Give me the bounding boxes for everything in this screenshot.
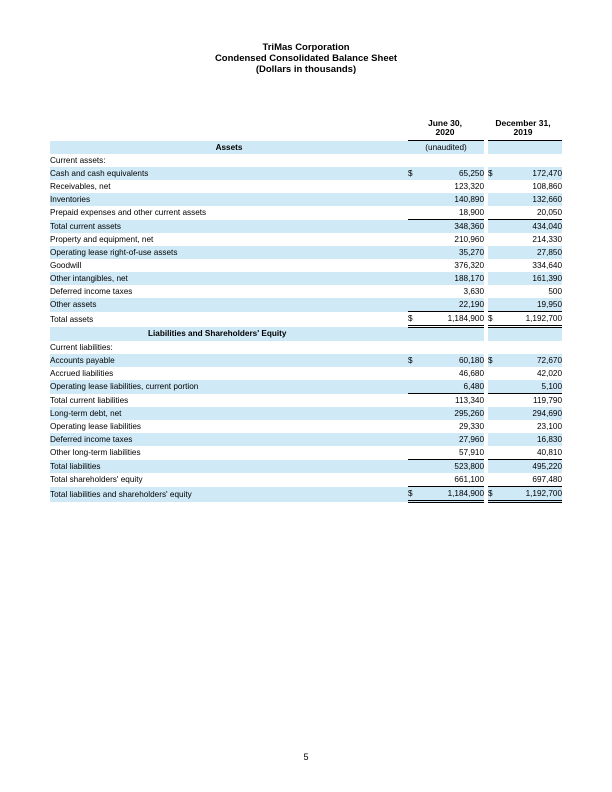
table-row [50,327,562,342]
company-name: TriMas Corporation [262,42,350,53]
liabilities-heading: Liabilities and Shareholders' Equity [50,327,408,342]
value-2019: 294,690 [502,407,562,420]
value-2019: 19,950 [502,298,562,312]
section-label: Current assets: [50,156,106,165]
table-row [50,487,562,502]
table-row [50,394,562,408]
value-2019: 1,192,700 [502,312,562,327]
table-row [50,206,562,220]
row-label: Total current assets [50,220,408,234]
value-2020: 46,680 [458,369,485,378]
statement-subtitle: (Dollars in thousands) [255,64,357,75]
table-row [50,246,562,259]
value-2020: 22,190 [422,298,484,312]
value-2020: 140,890 [422,193,484,206]
value-2019: 23,100 [536,422,563,431]
value-2019: 495,220 [502,460,562,474]
value-2019: 108,860 [532,182,563,191]
value-2019: 334,640 [532,261,563,270]
value-2020: 65,250 [422,167,484,180]
value-2020: 348,360 [422,220,484,234]
value-2019: 16,830 [502,433,562,446]
table-row [50,259,562,272]
value-2019: 72,670 [502,354,562,367]
col2-header: December 31, 2019 [495,118,551,137]
value-2019: 27,850 [502,246,562,259]
table-row [50,180,562,193]
value-2020: 35,270 [422,246,484,259]
row-label: Other intangibles, net [50,272,408,285]
value-2019: 1,192,700 [502,487,562,502]
value-2019: 20,050 [536,208,563,217]
table-row [50,312,562,327]
row-label: Accounts payable [50,354,408,367]
row-label: Long-term debt, net [50,407,408,420]
balance-sheet-table [50,140,562,503]
section-label: Current liabilities: [50,343,113,352]
value-2019: 434,040 [502,220,562,234]
row-label: Total shareholders' equity [50,475,143,485]
table-row [50,233,562,246]
value-2019: 697,480 [532,475,563,484]
row-label: Operating lease liabilities, current portion [50,380,408,394]
value-2020: 27,960 [422,433,484,446]
currency-symbol: $ [488,487,502,502]
value-2020: 1,184,900 [422,312,484,327]
value-2020: 6,480 [422,380,484,394]
value-2020: 295,260 [422,407,484,420]
value-2020: 57,910 [458,448,485,457]
value-2019: 119,790 [502,394,562,408]
table-row [50,285,562,298]
table-row [50,341,562,354]
value-2019: 5,100 [502,380,562,394]
value-2020: 1,184,900 [422,487,484,502]
table-row [50,446,562,460]
currency-symbol: $ [408,167,422,180]
currency-symbol: $ [408,312,422,327]
table-row [50,460,562,474]
table-row [50,420,562,433]
value-2020: 18,900 [458,208,485,217]
row-label: Prepaid expenses and other current assets [50,208,207,218]
row-label: Cash and cash equivalents [50,167,408,180]
row-label: Operating lease liabilities [50,422,142,431]
row-label: Total liabilities [50,460,408,474]
row-label: Deferred income taxes [50,287,133,296]
value-2020: 523,800 [422,460,484,474]
table-row [50,473,562,487]
value-2020: 210,960 [454,235,485,244]
value-2020: 3,630 [463,287,485,296]
page-number: 5 [303,752,309,762]
value-2020: 29,330 [458,422,485,431]
row-label: Operating lease right-of-use assets [50,246,408,259]
row-label: Receivables, net [50,182,111,191]
value-2019: 500 [548,287,563,296]
row-label: Goodwill [50,261,82,270]
table-row [50,220,562,234]
value-2019: 172,470 [502,167,562,180]
value-2020: 661,100 [454,475,485,484]
currency-symbol: $ [488,354,502,367]
row-label: Other long-term liabilities [50,448,141,458]
table-row [50,141,562,155]
row-label: Total current liabilities [50,395,129,405]
currency-symbol: $ [488,312,502,327]
table-row [50,193,562,206]
value-2020: 188,170 [422,272,484,285]
value-2019: 42,020 [536,369,563,378]
table-row [50,298,562,312]
value-2019: 132,660 [502,193,562,206]
value-2020: 113,340 [422,394,484,408]
statement-title: Condensed Consolidated Balance Sheet [214,53,398,64]
table-row [50,380,562,394]
value-2020: 376,320 [454,261,485,270]
table-row [50,367,562,380]
value-2020: 123,320 [454,182,485,191]
row-label: Total assets [50,314,94,324]
value-2019: 40,810 [536,448,563,457]
currency-symbol: $ [488,167,502,180]
col1-header: June 30, 2020 [427,118,463,137]
table-row [50,272,562,285]
value-2019: 161,390 [502,272,562,285]
row-label: Deferred income taxes [50,433,408,446]
row-label: Property and equipment, net [50,235,154,244]
table-row [50,167,562,180]
row-label: Inventories [50,193,408,206]
table-row [50,354,562,367]
assets-heading: Assets [50,141,408,155]
row-label: Total liabilities and shareholders' equity [50,487,408,502]
value-2019: 214,330 [532,235,563,244]
value-2020: 60,180 [422,354,484,367]
currency-symbol: $ [408,487,422,502]
unaudited-label: (unaudited) [408,141,484,155]
row-label: Accrued liabilities [50,369,114,378]
row-label: Other assets [50,298,408,312]
table-row [50,407,562,420]
table-row [50,154,562,167]
table-row [50,433,562,446]
currency-symbol: $ [408,354,422,367]
